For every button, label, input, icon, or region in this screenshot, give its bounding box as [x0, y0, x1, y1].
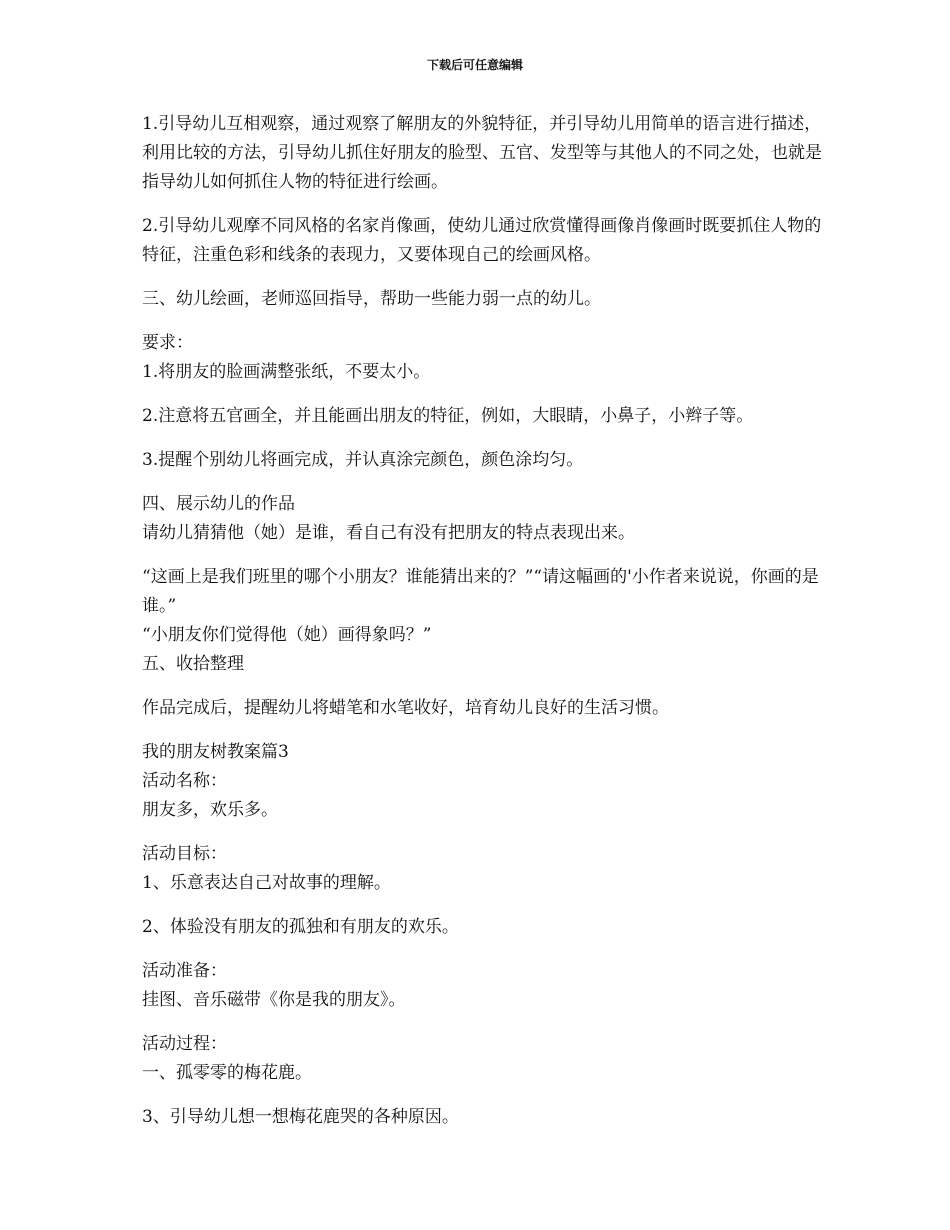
list-item: 2、体验没有朋友的孤独和有朋友的欢乐。	[142, 917, 459, 937]
quote: “这画上是我们班里的哪个小朋友？谁能猜出来的？”“请这幅画的'小作者来说说，你画的是谁。”	[142, 567, 819, 616]
section-heading: 五、收拾整理	[142, 654, 244, 674]
chapter-title: 我的朋友树教案篇3	[142, 742, 289, 762]
paragraph: 作品完成后，提醒幼儿将蜡笔和水笔收好，培育幼儿良好的生活习惯。	[142, 698, 669, 718]
activity-prep-value: 挂图、音乐磁带《你是我的朋友》。	[142, 990, 406, 1010]
section-heading: 四、展示幼儿的作品	[142, 494, 295, 514]
activity-prep-label: 活动准备：	[142, 961, 227, 981]
quote: “小朋友你们觉得他（她）画得象吗？”	[142, 625, 432, 645]
page-header: 下载后可任意编辑	[426, 58, 523, 72]
activity-process-label: 活动过程：	[142, 1034, 227, 1054]
document-body	[142, 110, 822, 1132]
list-item: 1.将朋友的脸画满整张纸，不要太小。	[142, 362, 431, 382]
activity-name-value: 朋友多，欢乐多。	[142, 800, 278, 820]
requirements-label: 要求：	[142, 333, 193, 353]
activity-name-label: 活动名称：	[142, 771, 227, 791]
list-item: 1、乐意表达自己对故事的理解。	[142, 873, 391, 893]
list-item: 3、引导幼儿想一想梅花鹿哭的各种原因。	[142, 1107, 459, 1127]
paragraph: 请幼儿猜猜他（她）是谁，看自己有没有把朋友的特点表现出来。	[142, 523, 635, 543]
list-item: 3.提醒个别幼儿将画完成，并认真涂完颜色，颜色涂均匀。	[142, 450, 584, 470]
list-item: 2.注意将五官画全，并且能画出朋友的特征，例如，大眼睛，小鼻子，小辫子等。	[142, 406, 754, 426]
activity-goals-label: 活动目标：	[142, 844, 227, 864]
section-heading: 三、幼儿绘画，老师巡回指导，帮助一些能力弱一点的幼儿。	[142, 289, 601, 309]
paragraph: 2.引导幼儿观摩不同风格的名家肖像画，使幼儿通过欣赏懂得画像肖像画时既要抓住人物的特征，注重色彩和线条的表现力，又要体现自己的绘画风格。	[142, 216, 822, 265]
paragraph: 1.引导幼儿互相观察，通过观察了解朋友的外貌特征，并引导幼儿用简单的语言进行描述，利用比较的方法，引导幼儿抓住好朋友的脸型、五官、发型等与其他人的不同之处，也就是指导幼儿如何抓住人物的特征进行绘画。	[142, 114, 822, 192]
section-heading: 一、孤零零的梅花鹿。	[142, 1063, 312, 1083]
